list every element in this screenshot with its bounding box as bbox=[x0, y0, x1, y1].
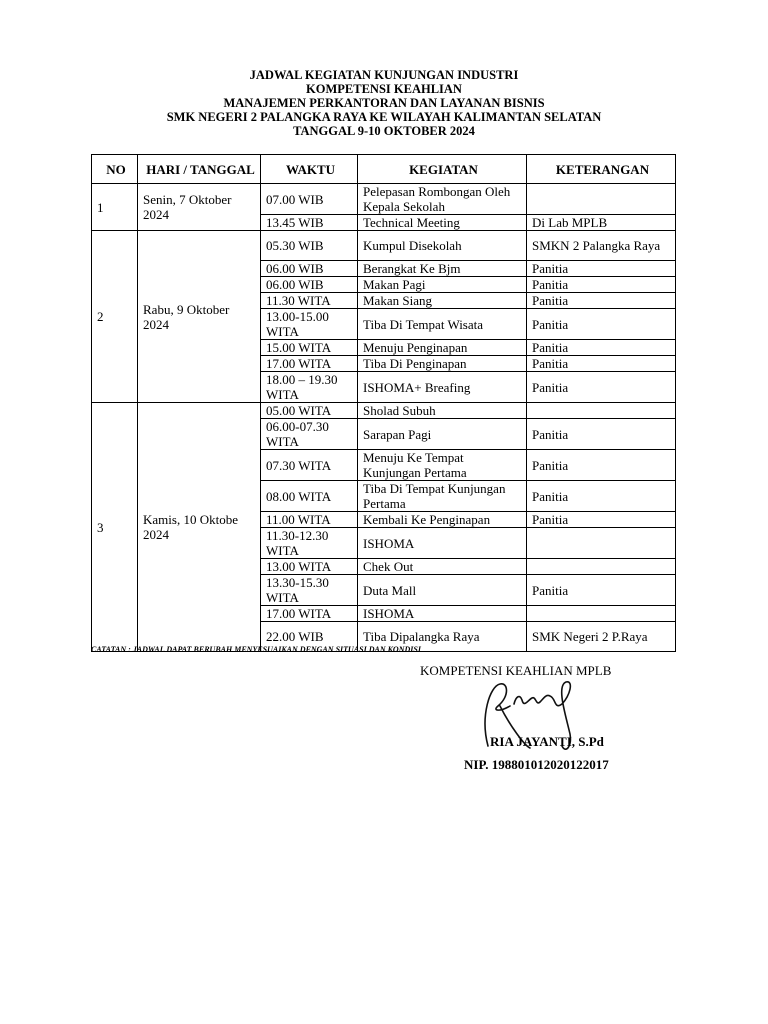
cell-activity: Tiba Di Tempat Kunjungan Pertama bbox=[358, 481, 527, 512]
title-line-5: TANGGAL 9-10 OKTOBER 2024 bbox=[293, 124, 475, 138]
header-time: WAKTU bbox=[261, 155, 358, 184]
schedule-body bbox=[92, 184, 676, 652]
cell-note: Panitia bbox=[527, 356, 676, 372]
signatory-nip: NIP. 198801012020122017 bbox=[464, 757, 609, 772]
cell-time: 13.45 WIB bbox=[261, 215, 358, 231]
table-header-row bbox=[92, 155, 676, 184]
cell-note: Panitia bbox=[527, 450, 676, 481]
cell-time: 06.00-07.30 WITA bbox=[261, 419, 358, 450]
cell-activity: ISHOMA+ Breafing bbox=[358, 372, 527, 403]
cell-activity: Pelepasan Rombongan Oleh Kepala Sekolah bbox=[358, 184, 527, 215]
cell-note: Panitia bbox=[527, 340, 676, 356]
cell-activity: Duta Mall bbox=[358, 575, 527, 606]
schedule-table bbox=[91, 154, 676, 652]
cell-activity: Tiba Di Penginapan bbox=[358, 356, 527, 372]
title-line-3: MANAJEMEN PERKANTORAN DAN LAYANAN BISNIS bbox=[223, 96, 545, 110]
cell-time: 13.00 WITA bbox=[261, 559, 358, 575]
cell-note bbox=[527, 606, 676, 622]
cell-activity: Makan Pagi bbox=[358, 277, 527, 293]
cell-activity: Makan Siang bbox=[358, 293, 527, 309]
cell-note: Panitia bbox=[527, 575, 676, 606]
cell-note: Panitia bbox=[527, 372, 676, 403]
cell-time: 05.30 WIB bbox=[261, 231, 358, 261]
table-row bbox=[92, 231, 676, 261]
cell-no: 3 bbox=[92, 403, 138, 652]
title-line-2: KOMPETENSI KEAHLIAN bbox=[306, 82, 462, 96]
cell-activity: Tiba Di Tempat Wisata bbox=[358, 309, 527, 340]
title-line-1: JADWAL KEGIATAN KUNJUNGAN INDUSTRI bbox=[249, 68, 519, 82]
cell-note bbox=[527, 559, 676, 575]
table-row bbox=[92, 403, 676, 419]
cell-day-date: Kamis, 10 Oktobe 2024 bbox=[138, 403, 261, 652]
cell-activity: Chek Out bbox=[358, 559, 527, 575]
cell-note: Panitia bbox=[527, 481, 676, 512]
cell-no: 1 bbox=[92, 184, 138, 231]
cell-time: 08.00 WITA bbox=[261, 481, 358, 512]
cell-activity: Menuju Penginapan bbox=[358, 340, 527, 356]
cell-time: 05.00 WITA bbox=[261, 403, 358, 419]
cell-time: 06.00 WIB bbox=[261, 277, 358, 293]
cell-day-date: Senin, 7 Oktober 2024 bbox=[138, 184, 261, 231]
cell-day-date: Rabu, 9 Oktober 2024 bbox=[138, 231, 261, 403]
cell-note bbox=[527, 528, 676, 559]
cell-note: SMKN 2 Palangka Raya bbox=[527, 231, 676, 261]
header-note: KETERANGAN bbox=[527, 155, 676, 184]
cell-time: 17.00 WITA bbox=[261, 356, 358, 372]
cell-activity: Sarapan Pagi bbox=[358, 419, 527, 450]
cell-note: Panitia bbox=[527, 309, 676, 340]
cell-time: 11.00 WITA bbox=[261, 512, 358, 528]
table-row bbox=[92, 184, 676, 215]
cell-no: 2 bbox=[92, 231, 138, 403]
cell-activity: Menuju Ke Tempat Kunjungan Pertama bbox=[358, 450, 527, 481]
cell-time: 22.00 WIB bbox=[261, 622, 358, 652]
cell-time: 13.30-15.30 WITA bbox=[261, 575, 358, 606]
cell-note: SMK Negeri 2 P.Raya bbox=[527, 622, 676, 652]
cell-activity: ISHOMA bbox=[358, 606, 527, 622]
footnote: CATATAN : JADWAL DAPAT BERUBAH MENYESUAIKAN DENGAN SITUASI DAN KONDISI bbox=[91, 645, 421, 654]
cell-activity: Kembali Ke Penginapan bbox=[358, 512, 527, 528]
signatory-name: RIA JAYANTI, S.Pd bbox=[490, 734, 604, 749]
cell-time: 18.00 – 19.30 WITA bbox=[261, 372, 358, 403]
cell-time: 15.00 WITA bbox=[261, 340, 358, 356]
cell-time: 06.00 WIB bbox=[261, 261, 358, 277]
cell-note: Panitia bbox=[527, 419, 676, 450]
cell-activity: Berangkat Ke Bjm bbox=[358, 261, 527, 277]
header-day-date: HARI / TANGGAL bbox=[138, 155, 261, 184]
cell-note: Panitia bbox=[527, 512, 676, 528]
document-title bbox=[0, 68, 768, 138]
cell-activity: Technical Meeting bbox=[358, 215, 527, 231]
cell-time: 13.00-15.00 WITA bbox=[261, 309, 358, 340]
cell-activity: Tiba Dipalangka Raya bbox=[358, 622, 527, 652]
cell-note: Panitia bbox=[527, 293, 676, 309]
title-line-4: SMK NEGERI 2 PALANGKA RAYA KE WILAYAH KALIMANTAN SELATAN bbox=[166, 110, 602, 124]
cell-activity: Kumpul Disekolah bbox=[358, 231, 527, 261]
cell-note bbox=[527, 184, 676, 215]
cell-time: 17.00 WITA bbox=[261, 606, 358, 622]
cell-time: 07.30 WITA bbox=[261, 450, 358, 481]
cell-activity: Sholad Subuh bbox=[358, 403, 527, 419]
cell-time: 07.00 WIB bbox=[261, 184, 358, 215]
signature-org: KOMPETENSI KEAHLIAN MPLB bbox=[420, 663, 612, 678]
cell-time: 11.30 WITA bbox=[261, 293, 358, 309]
header-no: NO bbox=[92, 155, 138, 184]
cell-activity: ISHOMA bbox=[358, 528, 527, 559]
cell-note: Di Lab MPLB bbox=[527, 215, 676, 231]
cell-note: Panitia bbox=[527, 261, 676, 277]
header-activity: KEGIATAN bbox=[358, 155, 527, 184]
cell-note: Panitia bbox=[527, 277, 676, 293]
cell-note bbox=[527, 403, 676, 419]
cell-time: 11.30-12.30 WITA bbox=[261, 528, 358, 559]
